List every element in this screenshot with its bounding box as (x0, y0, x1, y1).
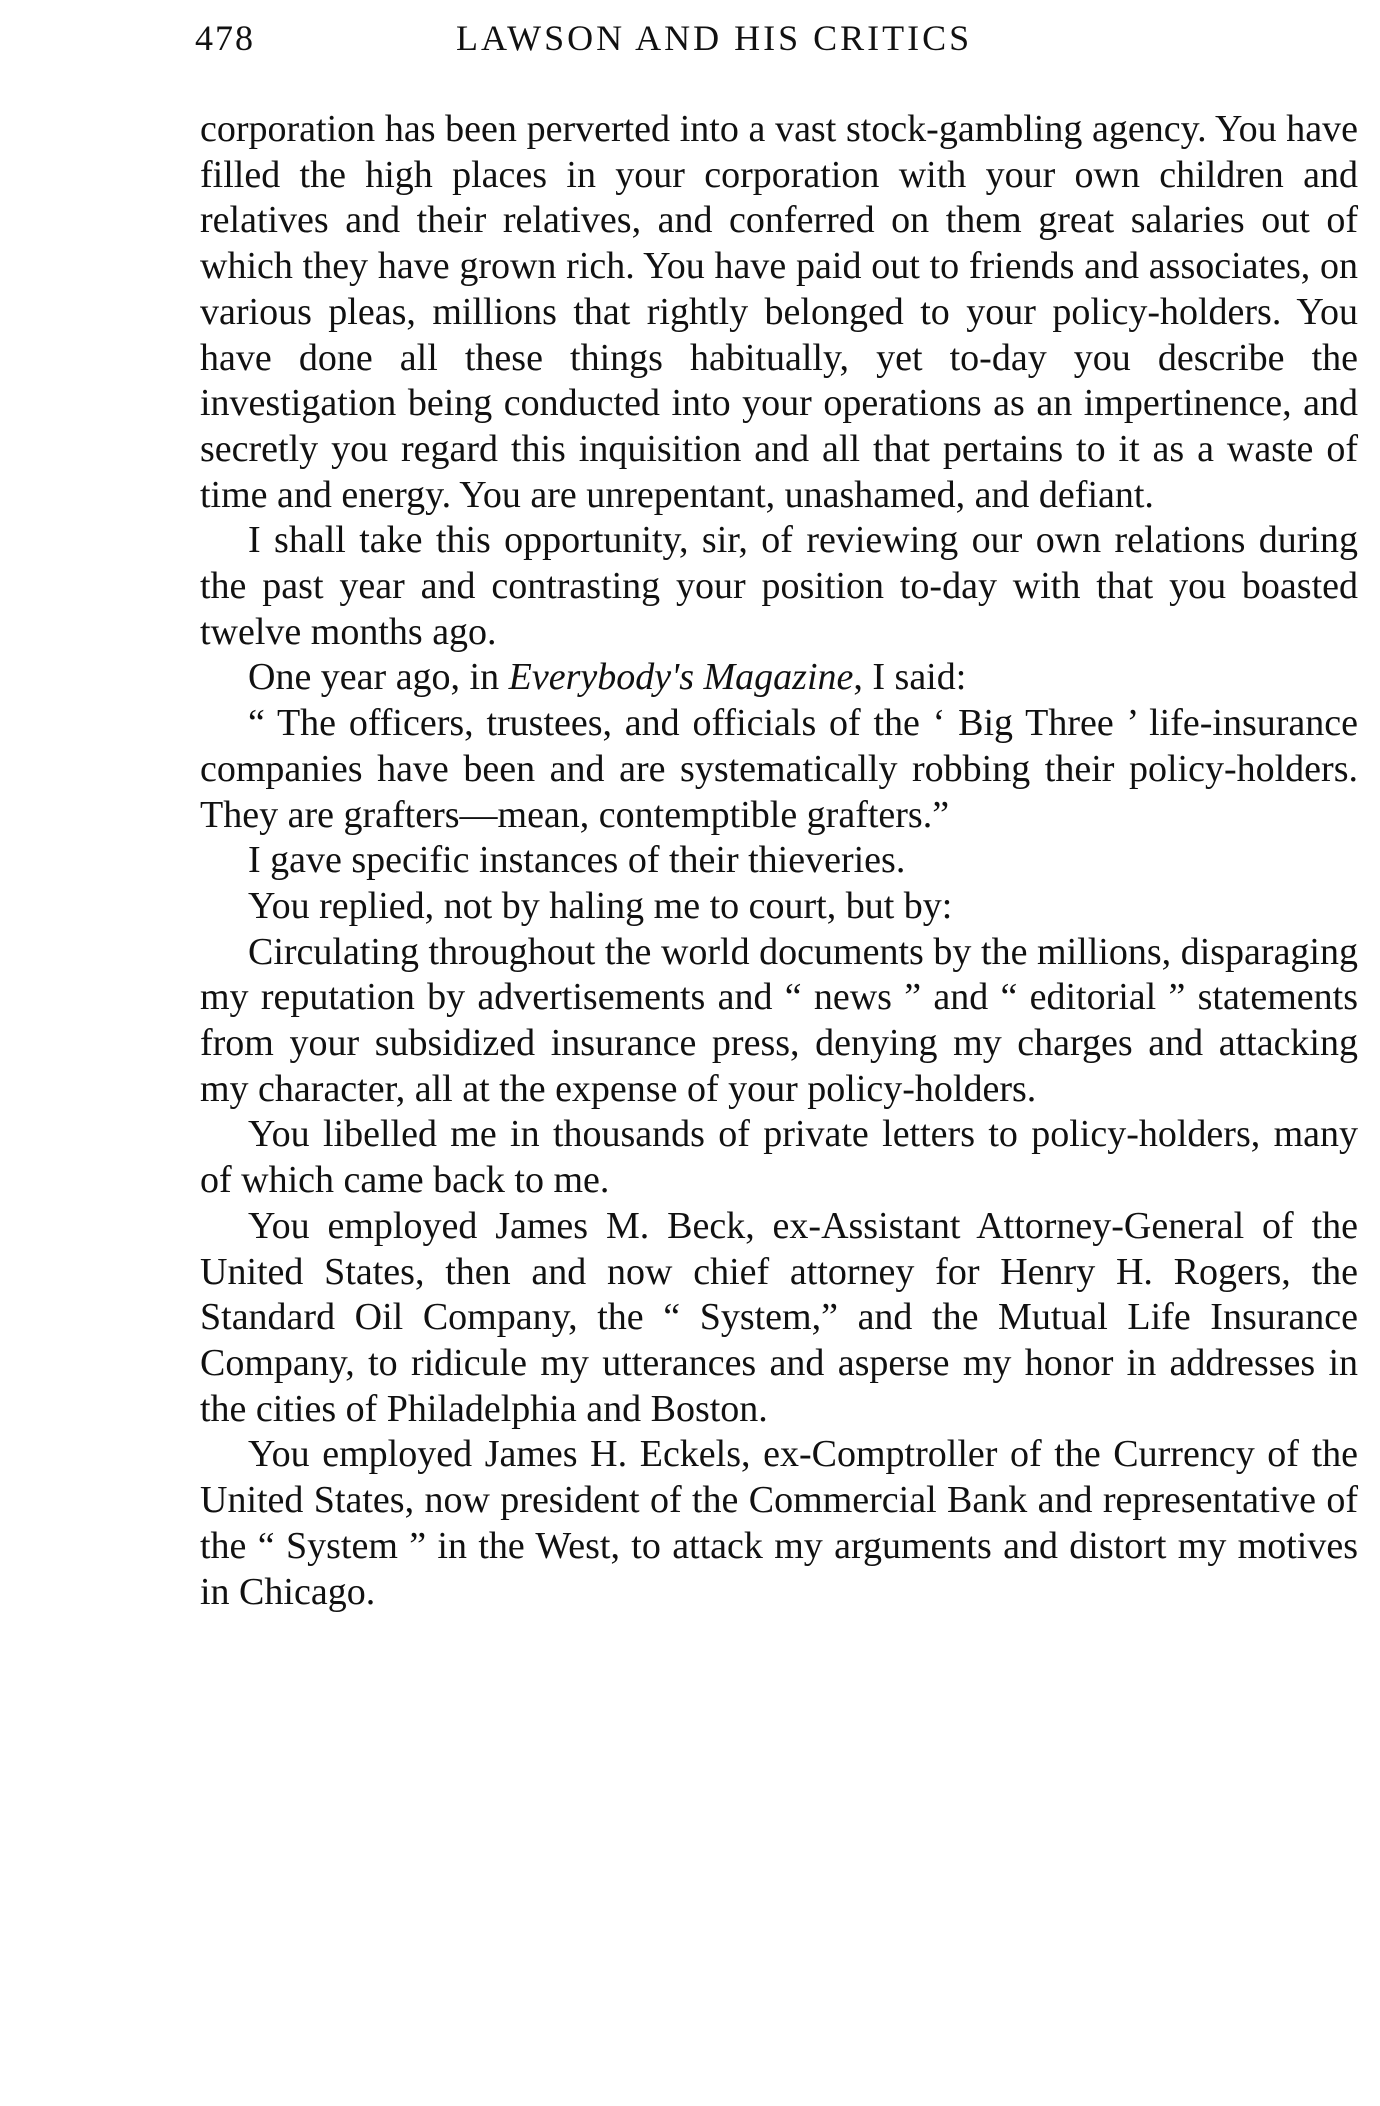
page-number: 478 (195, 18, 255, 58)
paragraph-continued: corporation has been perverted into a vast stock-gambling agency. You have filled the high places in your corporation with your own children and relatives and their relatives, and conferred on them great salaries out of which they have grown rich. You have paid out to friends and associates, on various pleas, millions that rightly belonged to your policy-holders. You have done all these things habitually, yet to-day you describe the investigation being conducted into your operations as an impertinence, and secretly you regard this inquisition and all that pertains to it as a waste of time and energy. You are unrepentant, unashamed, and defiant. (200, 108, 1358, 516)
paragraph: You replied, not by haling me to court, but by: (248, 884, 953, 927)
paragraph: You libelled me in thousands of private letters to policy-holders, many of which came back to me. (200, 1113, 1358, 1202)
paragraph: You employed James M. Beck, ex-Assistant Attorney-General of the United States, then and now chief attorney for Henry H. Rogers, the Standard Oil Company, the “ System,” and the Mutual Life Insurance Company, to ridicule my utterances and asperse my honor in addresses in the cities of Philadelphia and Boston. (200, 1204, 1358, 1430)
paragraph-text-after: , I said: (853, 656, 967, 699)
book-page (195, 0, 1358, 2106)
quoted-paragraph: “ The officers, trustees, and officials of the ‘ Big Three ’ life-insurance companies have been and are systematically robbing their policy-holders. They are grafters—mean, contemptible grafters.” (200, 702, 1358, 836)
magazine-title: Everybody's Magazine (508, 656, 854, 699)
paragraph: I shall take this opportunity, sir, of reviewing our own relations during the past year and contrasting your position to-day with that you boasted twelve months ago. (200, 519, 1358, 653)
paragraph-text-before: One year ago, in (248, 656, 509, 699)
running-head (195, 8, 1358, 68)
paragraph: Circulating throughout the world documents by the millions, disparaging my reputation by advertisements and “ news ” and “ editorial ” statements from your subsidized insurance press, denying my charges and attacking my character, all at the expense of your policy-holders. (200, 930, 1358, 1110)
body-text (200, 107, 1358, 1615)
paragraph: I gave specific instances of their thieveries. (248, 839, 906, 882)
running-title: LAWSON AND HIS CRITICS (456, 18, 973, 58)
paragraph: You employed James H. Eckels, ex-Comptroller of the Currency of the United States, now president of the Commercial Bank and representative of the “ System ” in the West, to attack my arguments and distort my motives in Chicago. (200, 1433, 1358, 1613)
paragraph-with-italic (200, 655, 1358, 701)
